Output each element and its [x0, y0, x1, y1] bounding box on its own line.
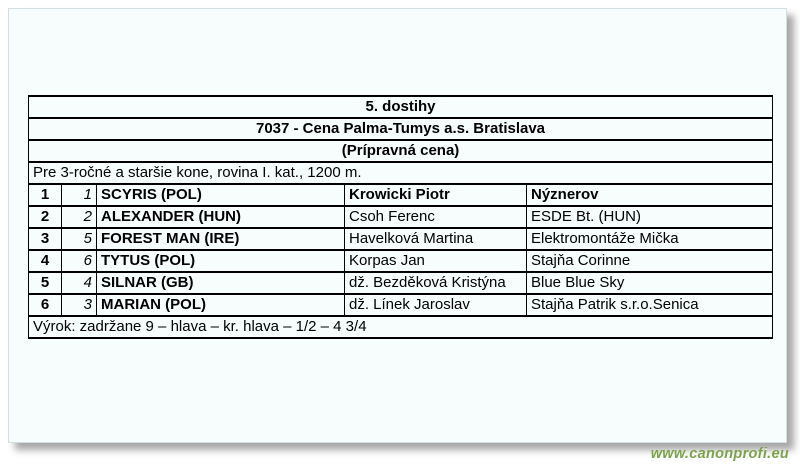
watermark-link[interactable]: www.canonprofi.eu	[650, 446, 789, 462]
place-cell: 5	[29, 272, 62, 294]
verdict-body	[29, 316, 773, 338]
result-row	[29, 272, 773, 294]
jockey-cell: Havelková Martina	[345, 228, 527, 250]
horse-cell: TYTUS (POL)	[97, 250, 345, 272]
result-row	[29, 250, 773, 272]
horse-cell: SCYRIS (POL)	[97, 184, 345, 206]
number-cell: 6	[62, 250, 97, 272]
number-cell: 5	[62, 228, 97, 250]
verdict-row	[29, 316, 773, 338]
race-name: 7037 - Cena Palma-Tumys a.s. Bratislava	[29, 118, 773, 140]
horse-cell: MARIAN (POL)	[97, 294, 345, 316]
result-row	[29, 184, 773, 206]
race-conditions-row	[29, 162, 773, 184]
place-cell: 1	[29, 184, 62, 206]
number-cell: 2	[62, 206, 97, 228]
horse-cell: ALEXANDER (HUN)	[97, 206, 345, 228]
owner-cell: Elektromontáže Mička	[527, 228, 773, 250]
result-row	[29, 206, 773, 228]
horse-cell: SILNAR (GB)	[97, 272, 345, 294]
jockey-cell: Krowicki Piotr	[345, 184, 527, 206]
owner-cell: Stajňa Corinne	[527, 250, 773, 272]
place-cell: 3	[29, 228, 62, 250]
results-body	[29, 96, 773, 316]
jockey-cell: dž. Línek Jaroslav	[345, 294, 527, 316]
number-cell: 3	[62, 294, 97, 316]
document-sheet	[8, 8, 787, 443]
place-cell: 6	[29, 294, 62, 316]
race-conditions: Pre 3-ročné a staršie kone, rovina I. kat., 1200 m.	[29, 162, 773, 184]
result-row	[29, 228, 773, 250]
place-cell: 2	[29, 206, 62, 228]
horse-cell: FOREST MAN (IRE)	[97, 228, 345, 250]
place-cell: 4	[29, 250, 62, 272]
owner-cell: Stajňa Patrik s.r.o.Senica	[527, 294, 773, 316]
race-subtitle-row	[29, 140, 773, 162]
race-subtitle: (Prípravná cena)	[29, 140, 773, 162]
owner-cell: Blue Blue Sky	[527, 272, 773, 294]
race-title: 5. dostihy	[29, 96, 773, 118]
jockey-cell: Csoh Ferenc	[345, 206, 527, 228]
number-cell: 4	[62, 272, 97, 294]
jockey-cell: dž. Bezděková Kristýna	[345, 272, 527, 294]
jockey-cell: Korpas Jan	[345, 250, 527, 272]
owner-cell: Nýznerov	[527, 184, 773, 206]
race-results-table	[28, 95, 773, 339]
race-title-row	[29, 96, 773, 118]
race-name-row	[29, 118, 773, 140]
result-row	[29, 294, 773, 316]
owner-cell: ESDE Bt. (HUN)	[527, 206, 773, 228]
race-verdict: Výrok: zadržane 9 – hlava – kr. hlava – 1/2 – 4 3/4	[29, 316, 773, 338]
number-cell: 1	[62, 184, 97, 206]
